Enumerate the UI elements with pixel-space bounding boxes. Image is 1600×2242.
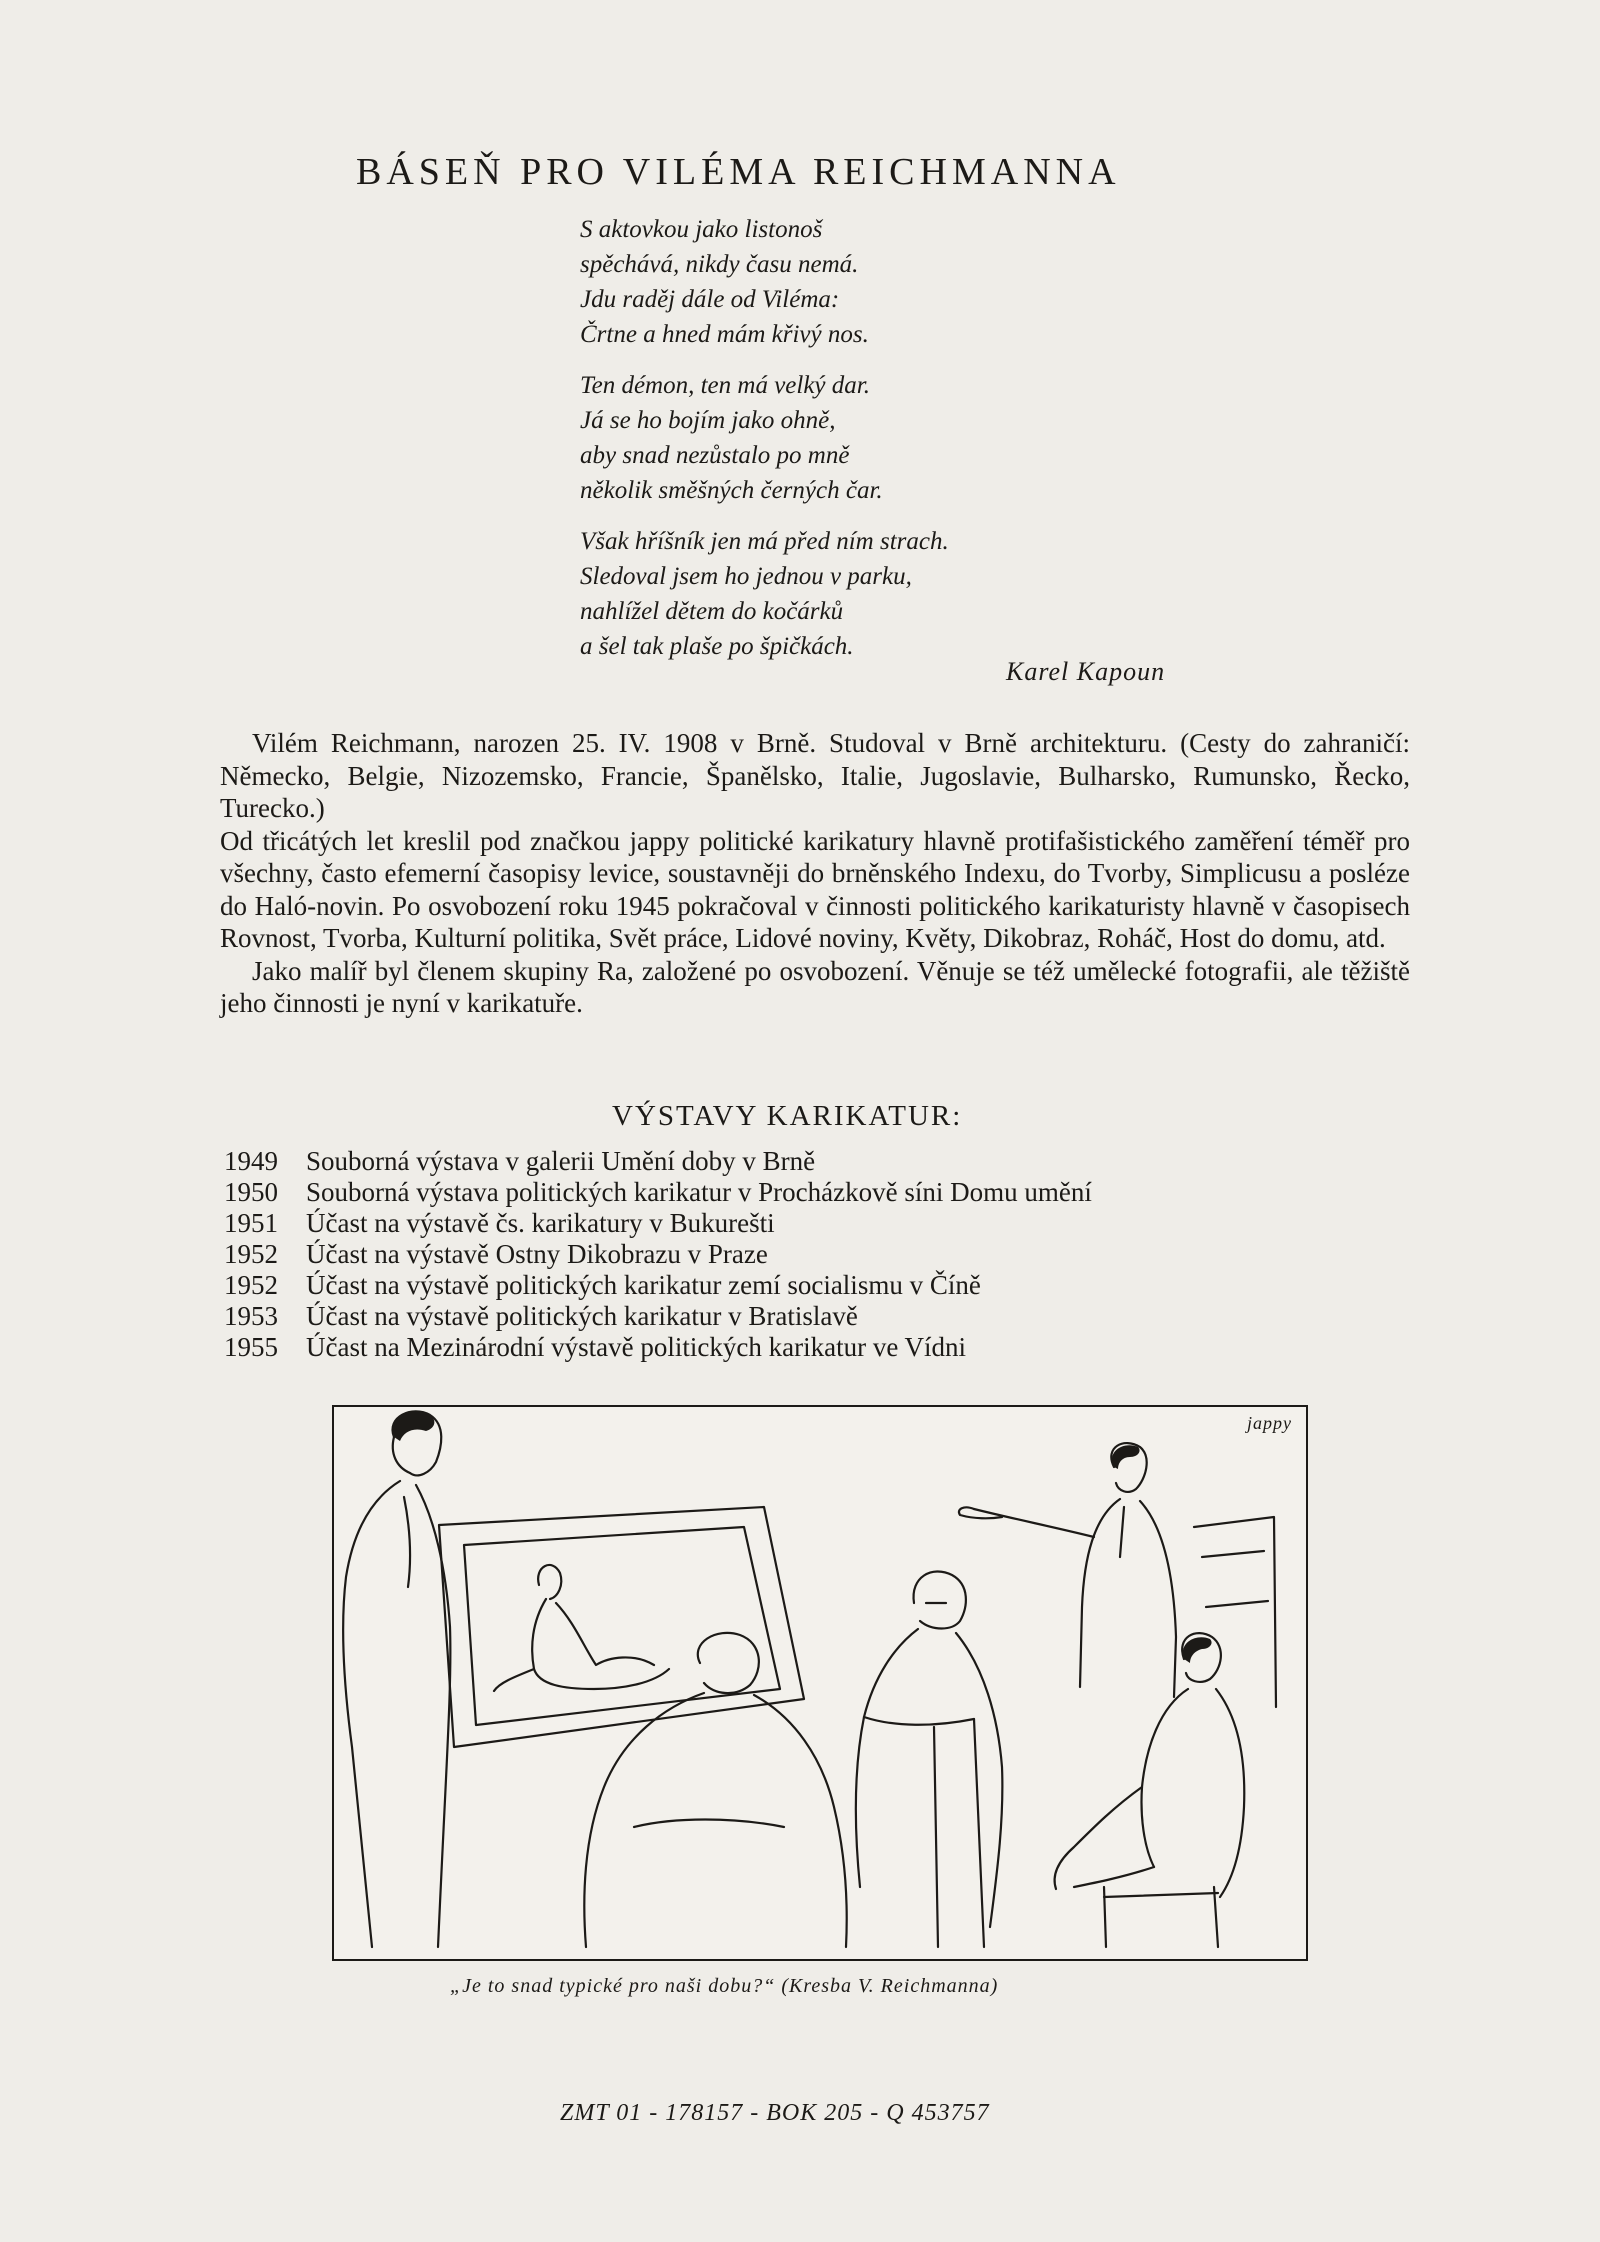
list-item	[224, 1332, 1424, 1363]
list-item	[224, 1177, 1424, 1208]
poem-stanza	[580, 368, 1280, 508]
exhibitions-list	[224, 1146, 1424, 1363]
poem-line: spěchává, nikdy času nemá.	[580, 251, 859, 278]
page-footer: ZMT 01 - 178157 - BOK 205 - Q 453757	[560, 2100, 990, 2126]
exhibition-year: 1952	[224, 1270, 278, 1300]
poem-line: nahlížel dětem do kočárků	[580, 598, 844, 625]
exhibition-text: Souborná výstava v galerii Umění doby v Brně	[306, 1146, 816, 1176]
list-item	[224, 1208, 1424, 1239]
exhibition-text: Účast na výstavě Ostny Dikobrazu v Praze	[306, 1239, 768, 1269]
bio-paragraph: Vilém Reichmann, narozen 25. IV. 1908 v Brně. Studoval v Brně architekturu. (Cesty do zahraničí: Německo, Belgie, Nizozemsko, Francie, Španělsko, Italie, Jugoslavie, Bulharsko, Rumunsko, Řecko, Turecko.)	[220, 728, 1410, 823]
poem-line: aby snad nezůstalo po mně	[580, 442, 850, 469]
poem	[580, 212, 1280, 680]
cartoon-signature: jappy	[1247, 1413, 1292, 1433]
exhibition-year: 1952	[224, 1239, 278, 1269]
poem-line: Sledoval jsem ho jednou v parku,	[580, 563, 912, 590]
exhibition-text: Účast na výstavě čs. karikatury v Bukurešti	[306, 1208, 775, 1238]
exhibition-year: 1949	[224, 1146, 278, 1176]
cartoon-caption: „Je to snad typické pro naši dobu?“ (Kresba V. Reichmanna)	[450, 1975, 999, 1997]
poem-line: S aktovkou jako listonoš	[580, 216, 823, 243]
poem-line: několik směšných černých čar.	[580, 477, 883, 504]
poem-line: a šel tak plaše po špičkách.	[580, 633, 854, 660]
list-item	[224, 1239, 1424, 1270]
exhibition-text: Účast na Mezinárodní výstavě politických karikatur ve Vídni	[306, 1332, 967, 1362]
list-item	[224, 1270, 1424, 1301]
bio-paragraph: Jako malíř byl členem skupiny Ra, založené po osvobození. Věnuje se též umělecké fotografii, ale těžiště jeho činnosti je nyní v karikatuře.	[220, 955, 1410, 1018]
poem-line: Jdu raděj dále od Viléma:	[580, 286, 840, 313]
exhibition-year: 1950	[224, 1177, 278, 1207]
biography	[220, 727, 1410, 1020]
list-item	[224, 1301, 1424, 1332]
poem-stanza	[580, 212, 1280, 352]
cartoon-illustration	[332, 1405, 1308, 1961]
exhibition-year: 1951	[224, 1208, 278, 1238]
exhibition-text: Souborná výstava politických karikatur v Procházkově síni Domu umění	[306, 1177, 1092, 1207]
poem-line: Já se ho bojím jako ohně,	[580, 407, 836, 434]
page-title: BÁSEŇ PRO VILÉMA REICHMANNA	[356, 151, 1121, 193]
exhibition-text: Účast na výstavě politických karikatur v Bratislavě	[306, 1301, 858, 1331]
bio-paragraph: Od třicátých let kreslil pod značkou jappy politické karikatury hlavně protifašistického zaměření téměř pro všechny, často efemerní časopisy levice, soustavněji do brněnského Indexu, do Tvorby, Simplicusu a posléze do Haló-novin. Po osvobození roku 1945 pokračoval v činnosti politického karikaturisty hlavně v časopisech Rovnost, Tvorba, Kulturní politika, Svět práce, Lidové noviny, Květy, Dikobraz, Roháč, Host do domu, atd.	[220, 825, 1410, 953]
cartoon-drawing	[334, 1407, 1306, 1959]
exhibition-year: 1953	[224, 1301, 278, 1331]
exhibition-year: 1955	[224, 1332, 278, 1362]
poem-line: Ten démon, ten má velký dar.	[580, 372, 870, 399]
poem-stanza	[580, 524, 1280, 664]
poem-line: Črtne a hned mám křivý nos.	[580, 321, 869, 348]
poem-line: Však hříšník jen má před ním strach.	[580, 528, 949, 555]
poem-author: Karel Kapoun	[1006, 657, 1166, 686]
exhibition-text: Účast na výstavě politických karikatur zemí socialismu v Číně	[306, 1270, 981, 1300]
list-item	[224, 1146, 1424, 1177]
exhibitions-heading: VÝSTAVY KARIKATUR:	[612, 1100, 963, 1132]
